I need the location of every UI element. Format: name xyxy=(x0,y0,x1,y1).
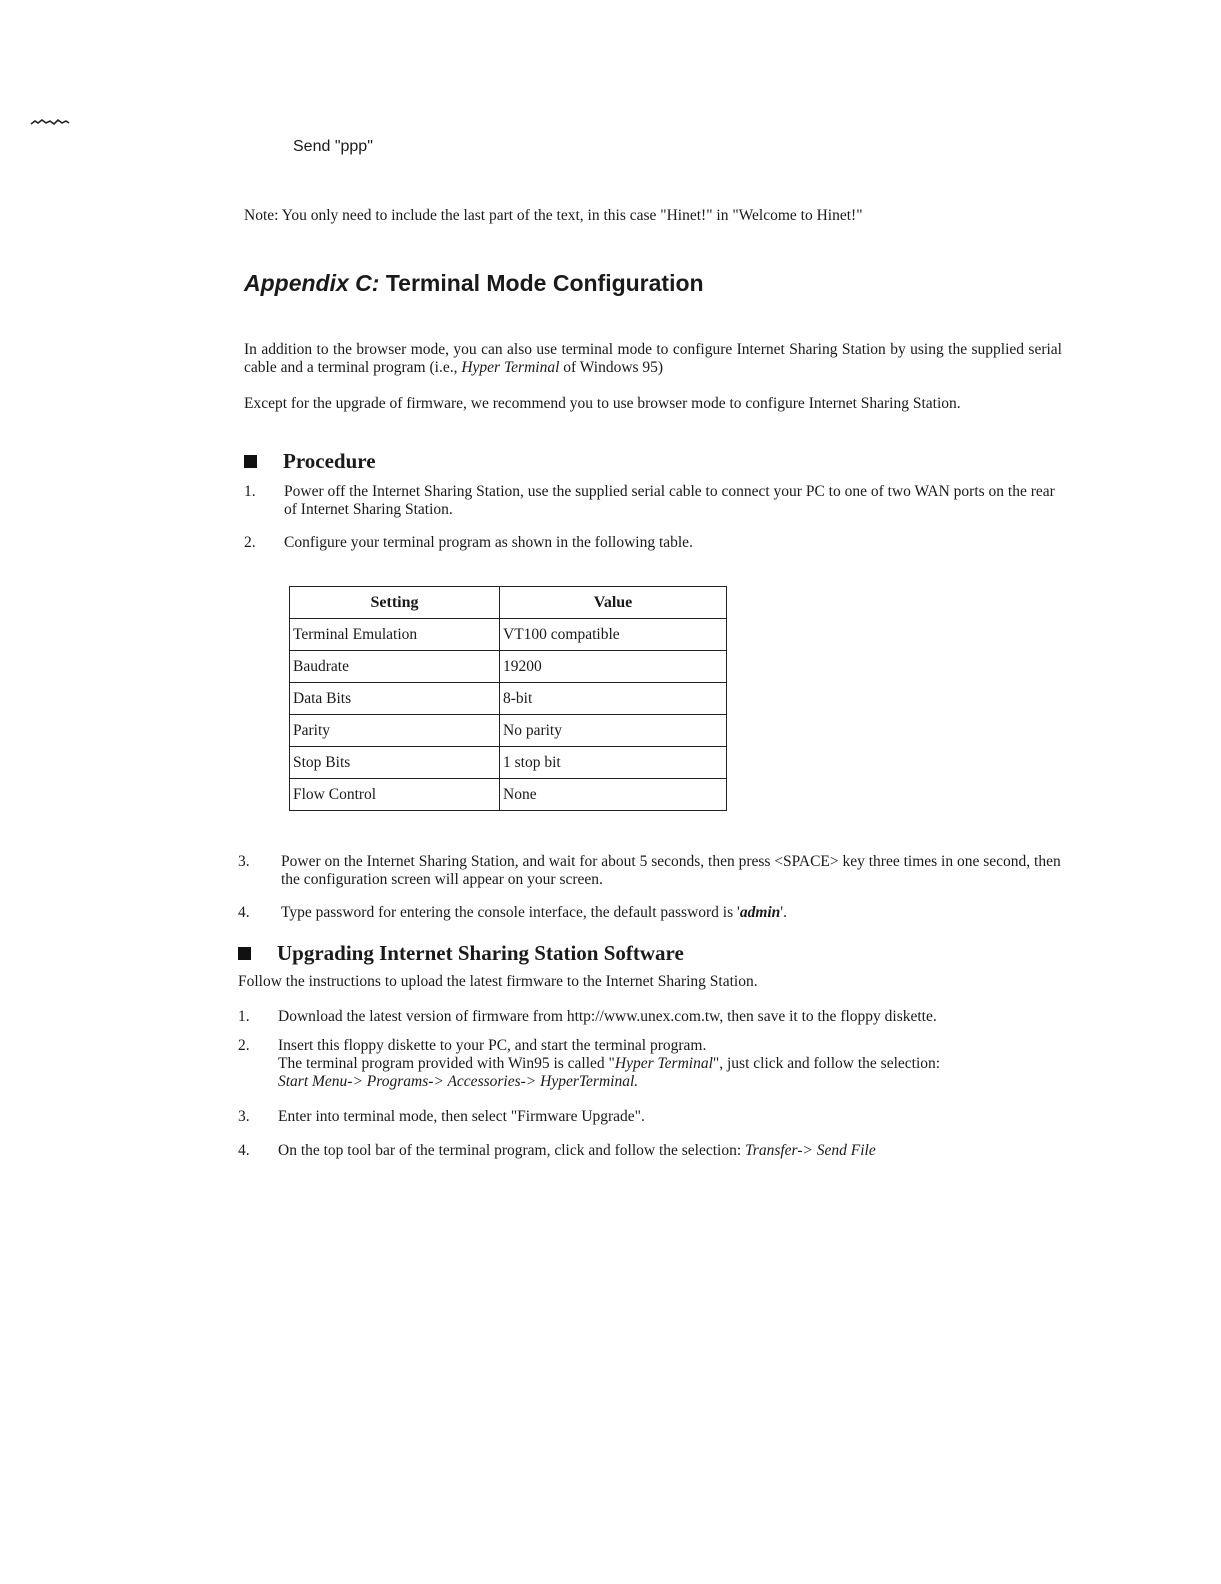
table-header-value: Value xyxy=(500,587,727,619)
step-number: 1. xyxy=(244,483,256,500)
note-text: You only need to include the last part of the text, in this case "Hinet!" in "Welcome to Hinet!" xyxy=(278,207,863,224)
table-header-setting: Setting xyxy=(290,587,500,619)
step-number: 3. xyxy=(238,853,250,870)
table-cell-setting: Data Bits xyxy=(290,683,500,715)
upgrading-step-1 xyxy=(238,1008,1064,1028)
step-text: Power off the Internet Sharing Station, use the supplied serial cable to connect your PC to one of two WAN ports on the rear of Internet Sharing Station. xyxy=(284,483,1055,518)
hyper-terminal-name: Hyper Terminal xyxy=(614,1055,713,1072)
table-row xyxy=(290,683,727,715)
appendix-title xyxy=(244,270,704,297)
table-cell-value: 1 stop bit xyxy=(500,747,727,779)
note-paragraph xyxy=(244,207,863,225)
intro-paragraph-1 xyxy=(244,341,1062,377)
menu-path: Start Menu-> Programs-> Accessories-> HyperTerminal. xyxy=(278,1073,639,1090)
table-cell-setting: Stop Bits xyxy=(290,747,500,779)
table-cell-value: 8-bit xyxy=(500,683,727,715)
intro-1-italic: Hyper Terminal xyxy=(461,359,560,376)
table-cell-value: None xyxy=(500,779,727,811)
table-cell-value: 19200 xyxy=(500,651,727,683)
procedure-step-2 xyxy=(244,534,1064,554)
upgrading-step-2 xyxy=(238,1037,1064,1093)
table-cell-value: No parity xyxy=(500,715,727,747)
step-2-line-2: The terminal program provided with Win95 is called " xyxy=(278,1055,615,1072)
note-label: Note: xyxy=(244,207,279,224)
upgrading-heading xyxy=(238,941,684,966)
appendix-title-text: Terminal Mode Configuration xyxy=(379,270,704,296)
step-text xyxy=(281,904,1061,922)
step-text: Power on the Internet Sharing Station, and wait for about 5 seconds, then press <SPACE> key three times in one second, then the configuration screen will appear on your screen. xyxy=(281,853,1061,888)
table-row xyxy=(290,651,727,683)
step-text xyxy=(278,1142,1058,1160)
send-ppp-text: Send "ppp" xyxy=(293,138,373,155)
table-row xyxy=(290,619,727,651)
table-cell-setting: Parity xyxy=(290,715,500,747)
upgrading-heading-text: Upgrading Internet Sharing Station Software xyxy=(277,941,684,965)
procedure-step-4 xyxy=(238,904,1064,924)
step-2-line-2-end: ", just click and follow the selection: xyxy=(712,1055,941,1072)
upgrading-intro: Follow the instructions to upload the latest firmware to the Internet Sharing Station. xyxy=(238,973,758,990)
step-4-text: On the top tool bar of the terminal program, click and follow the selection: xyxy=(278,1142,746,1159)
step-number: 2. xyxy=(238,1037,250,1054)
procedure-step-1 xyxy=(244,483,1064,523)
step-2-line-1: Insert this floppy diskette to your PC, and start the terminal program. xyxy=(278,1037,707,1054)
square-bullet-icon xyxy=(244,455,257,468)
step-text: Download the latest version of firmware from http://www.unex.com.tw, then save it to the floppy diskette. xyxy=(278,1008,937,1025)
step-text: Configure your terminal program as shown in the following table. xyxy=(284,534,693,551)
table-row xyxy=(290,747,727,779)
table-cell-setting: Baudrate xyxy=(290,651,500,683)
step-text xyxy=(278,1037,1058,1091)
square-bullet-icon xyxy=(238,947,251,960)
procedure-heading-text: Procedure xyxy=(283,449,376,473)
step-4-text: Type password for entering the console interface, the default password is ' xyxy=(281,904,740,921)
step-4-text-end: '. xyxy=(780,904,787,921)
upgrading-step-3 xyxy=(238,1108,1064,1128)
upgrading-step-4 xyxy=(238,1142,1064,1162)
intro-paragraph-2: Except for the upgrade of firmware, we recommend you to use browser mode to configure Internet Sharing Station. xyxy=(244,395,961,412)
table-cell-setting: Flow Control xyxy=(290,779,500,811)
procedure-heading xyxy=(244,449,376,474)
table-header-row xyxy=(290,587,727,619)
step-number: 3. xyxy=(238,1108,250,1125)
intro-1-text-end: of Windows 95) xyxy=(559,359,664,376)
scan-mark xyxy=(30,118,70,126)
step-number: 4. xyxy=(238,1142,250,1159)
transfer-menu-path: Transfer-> Send File xyxy=(745,1142,876,1159)
step-number: 4. xyxy=(238,904,250,921)
step-number: 2. xyxy=(244,534,256,551)
table-row xyxy=(290,779,727,811)
table-cell-setting: Terminal Emulation xyxy=(290,619,500,651)
default-password: admin xyxy=(739,904,781,921)
step-number: 1. xyxy=(238,1008,250,1025)
step-text: Enter into terminal mode, then select "Firmware Upgrade". xyxy=(278,1108,645,1125)
procedure-step-3 xyxy=(238,853,1064,893)
table-cell-value: VT100 compatible xyxy=(500,619,727,651)
appendix-prefix: Appendix C: xyxy=(244,270,380,296)
terminal-settings-table xyxy=(289,586,727,811)
intro-1-text: In addition to the browser mode, you can also use terminal mode to configure Internet Sharing Station by using the supplied serial cable and a terminal program (i.e., xyxy=(244,341,1062,376)
table-row xyxy=(290,715,727,747)
